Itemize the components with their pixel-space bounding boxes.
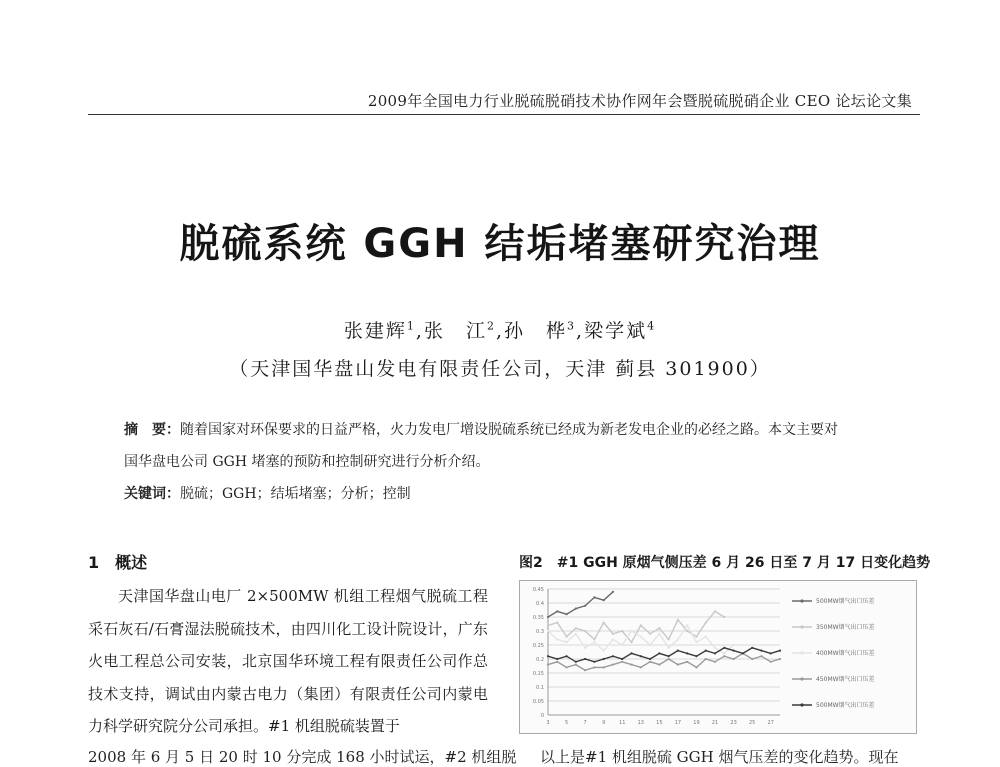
author-name: 孙 桦 — [504, 320, 568, 342]
data-point — [695, 655, 697, 657]
y-tick-label: 0.15 — [532, 671, 544, 677]
data-point — [547, 630, 549, 632]
data-point — [668, 638, 670, 640]
data-point — [603, 599, 605, 601]
data-point — [547, 616, 549, 618]
data-point — [714, 610, 716, 612]
data-point — [565, 666, 567, 668]
data-point — [640, 624, 642, 626]
data-point — [770, 661, 772, 663]
data-point — [584, 647, 586, 649]
section-heading — [88, 550, 147, 573]
data-point — [714, 647, 716, 649]
data-point — [695, 641, 697, 643]
data-point — [705, 658, 707, 660]
running-header: 2009年全国电力行业脱硫脱硝技术协作网年会暨脱硫脱硝企业 CEO 论坛论文集 — [367, 92, 912, 110]
data-point — [621, 658, 623, 660]
data-point — [723, 655, 725, 657]
data-point — [556, 622, 558, 624]
data-point — [658, 633, 660, 635]
data-point — [686, 624, 688, 626]
data-point — [733, 650, 735, 652]
y-tick-label: 0.2 — [536, 657, 544, 663]
data-point — [565, 636, 567, 638]
data-point — [603, 650, 605, 652]
header-rule — [88, 114, 920, 115]
data-point — [547, 624, 549, 626]
data-point — [575, 661, 577, 663]
abstract-text-line1: 随着国家对环保要求的日益严格，火力发电厂增设脱硫系统已经成为新老发电企业的必经之路。本文主要对 — [180, 422, 838, 438]
data-point — [630, 652, 632, 654]
data-point — [621, 644, 623, 646]
y-tick-label: 0.35 — [532, 615, 544, 621]
data-point — [751, 647, 753, 649]
legend-label: 400MW烟气出口压差 — [816, 650, 875, 657]
data-point — [658, 664, 660, 666]
x-tick-label: 15 — [656, 720, 663, 726]
legend-marker — [800, 703, 803, 706]
data-point — [677, 650, 679, 652]
data-point — [584, 630, 586, 632]
data-point — [742, 652, 744, 654]
data-point — [668, 647, 670, 649]
data-point — [723, 652, 725, 654]
affiliation: （天津国华盘山发电有限责任公司，天津 蓟县 301900） — [229, 358, 771, 380]
data-point — [723, 647, 725, 649]
data-point — [760, 650, 762, 652]
data-point — [760, 655, 762, 657]
data-point — [695, 666, 697, 668]
data-point — [677, 619, 679, 621]
data-point — [705, 650, 707, 652]
legend-label: 450MW烟气出口压差 — [816, 676, 875, 683]
y-tick-label: 0.3 — [536, 629, 544, 635]
author-name: 张建辉 — [343, 320, 407, 342]
cutoff-text-right: 以上是#1 机组脱硫 GGH 烟气压差的变化趋势。现在 — [540, 748, 899, 766]
data-point — [695, 636, 697, 638]
data-point — [584, 669, 586, 671]
data-point — [733, 644, 735, 646]
data-point — [603, 622, 605, 624]
y-tick-label: 0.4 — [536, 601, 544, 607]
data-point — [612, 638, 614, 640]
legend-label: 500MW烟气出口压差 — [816, 702, 875, 709]
data-point — [640, 636, 642, 638]
x-tick-label: 25 — [748, 720, 756, 726]
data-point — [779, 658, 781, 660]
x-tick-label: 3 — [546, 720, 550, 726]
author-affiliation-mark: 3 — [567, 319, 577, 333]
figure-chart — [519, 580, 917, 734]
series-line — [548, 653, 780, 670]
y-tick-label: 0.05 — [532, 699, 544, 705]
series-line — [548, 592, 613, 617]
data-point — [547, 664, 549, 666]
data-point — [621, 630, 623, 632]
data-point — [556, 610, 558, 612]
author-affiliation-mark: 2 — [486, 319, 496, 333]
y-tick-label: 0.25 — [532, 643, 544, 649]
data-point — [770, 652, 772, 654]
data-point — [640, 655, 642, 657]
data-point — [575, 664, 577, 666]
data-point — [593, 641, 595, 643]
data-point — [630, 664, 632, 666]
series-line — [548, 625, 734, 653]
data-point — [621, 661, 623, 663]
data-point — [649, 658, 651, 660]
legend-marker — [800, 599, 803, 602]
data-point — [658, 652, 660, 654]
data-point — [668, 655, 670, 657]
series-line — [548, 611, 724, 642]
data-point — [668, 658, 670, 660]
author-affiliation-mark: 1 — [406, 319, 416, 333]
data-point — [612, 655, 614, 657]
section-title: 概述 — [115, 553, 148, 572]
keywords-label: 关键词： — [124, 486, 180, 502]
data-point — [677, 664, 679, 666]
x-tick-label: 7 — [583, 720, 587, 726]
author-name: 梁学斌 — [584, 320, 648, 342]
x-tick-label: 17 — [674, 720, 682, 726]
data-point — [705, 636, 707, 638]
data-point — [677, 638, 679, 640]
data-point — [603, 658, 605, 660]
data-point — [751, 658, 753, 660]
data-point — [640, 666, 642, 668]
y-tick-label: 0.1 — [536, 685, 544, 691]
data-point — [705, 622, 707, 624]
author-affiliation-mark: 4 — [647, 319, 657, 333]
data-point — [556, 658, 558, 660]
y-tick-label: 0 — [540, 713, 544, 719]
data-point — [565, 613, 567, 615]
data-point — [584, 658, 586, 660]
data-point — [714, 652, 716, 654]
data-point — [556, 638, 558, 640]
data-point — [630, 630, 632, 632]
data-point — [593, 596, 595, 598]
chart-svg — [520, 581, 916, 733]
paper-title: 脱硫系统 GGH 结垢堵塞研究治理 — [179, 221, 821, 267]
section-number: 1 — [88, 553, 100, 572]
data-point — [565, 655, 567, 657]
legend-marker — [800, 625, 803, 628]
data-point — [649, 633, 651, 635]
data-point — [612, 633, 614, 635]
data-point — [603, 666, 605, 668]
data-point — [556, 661, 558, 663]
data-point — [649, 644, 651, 646]
author-name: 张 江 — [423, 320, 487, 342]
data-point — [547, 655, 549, 657]
data-point — [714, 661, 716, 663]
legend-marker — [800, 677, 803, 680]
data-point — [575, 627, 577, 629]
y-tick-label: 0.45 — [532, 587, 544, 593]
legend-label: 350MW烟气出口压差 — [816, 624, 875, 631]
data-point — [649, 661, 651, 663]
x-tick-label: 19 — [693, 720, 700, 726]
cutoff-text-left: 2008 年 6 月 5 日 20 时 10 分完成 168 小时试运，#2 机组脱 — [88, 748, 517, 766]
data-point — [658, 627, 660, 629]
data-point — [630, 641, 632, 643]
abstract-text-line2: 国华盘电公司 GGH 堵塞的预防和控制研究进行分析介绍。 — [124, 454, 490, 470]
data-point — [733, 658, 735, 660]
x-tick-label: 21 — [711, 720, 719, 726]
x-tick-label: 27 — [767, 720, 774, 726]
data-point — [575, 633, 577, 635]
author-list: 张建辉$^1$,张 江$^2$,孙 桦$^3$,梁学斌$^4$ — [343, 319, 657, 342]
legend-label: 500MW烟气出口压差 — [816, 598, 875, 605]
data-point — [686, 661, 688, 663]
keywords-text: 脱硫；GGH；结垢堵塞；分析；控制 — [180, 486, 411, 502]
abstract-label: 摘 要： — [124, 422, 180, 438]
data-point — [593, 661, 595, 663]
x-tick-label: 23 — [730, 720, 737, 726]
data-point — [612, 591, 614, 593]
data-point — [575, 608, 577, 610]
section-body — [88, 580, 488, 743]
figure-caption: 图2 #1 GGH 原烟气侧压差 6 月 26 日至 7 月 17 日变化趋势 — [519, 555, 931, 571]
data-point — [593, 638, 595, 640]
x-tick-label: 13 — [637, 720, 644, 726]
data-point — [565, 641, 567, 643]
data-point — [584, 605, 586, 607]
data-point — [593, 666, 595, 668]
data-point — [779, 650, 781, 652]
body-paragraph: 天津国华盘山电厂 2×500MW 机组工程烟气脱硫工程采石灰石/石膏湿法脱硫技术，由四川化工设计院设计，广东火电工程总公司安装，北京国华环境工程有限责任公司作总技术支持，调试由内蒙古电力（集团）有限责任公司内蒙电力科学研究院分公司承担。#1 机组脱硫装置于 — [88, 587, 488, 736]
data-point — [723, 616, 725, 618]
legend-marker — [800, 651, 803, 654]
data-point — [686, 652, 688, 654]
x-tick-label: 9 — [602, 720, 606, 726]
abstract-block — [124, 414, 894, 510]
x-tick-label: 11 — [619, 720, 626, 726]
x-tick-label: 5 — [564, 720, 569, 726]
data-point — [686, 630, 688, 632]
data-point — [612, 664, 614, 666]
